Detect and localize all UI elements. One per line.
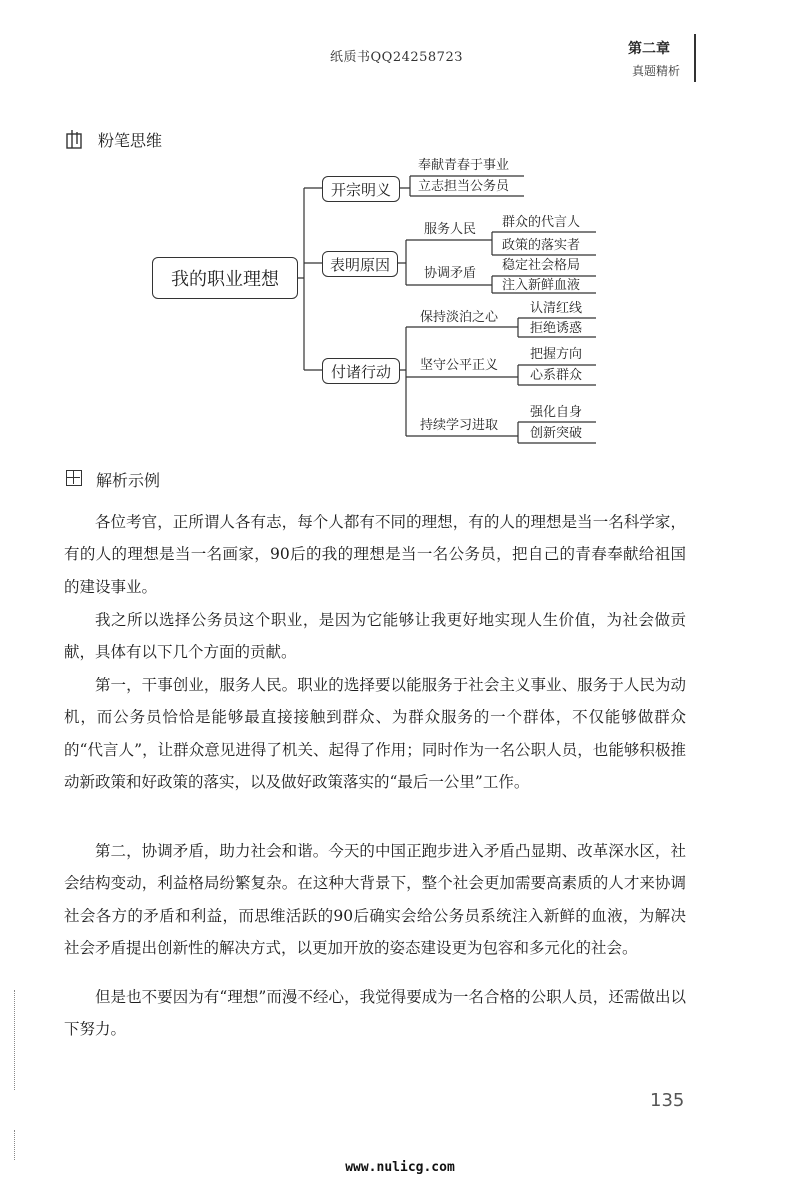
paragraph-5: 但是也不要因为有“理想”而漫不经心，我觉得要成为一名合格的公职人员，还需做出以下努力。 (64, 988, 686, 1039)
page-number: 135 (650, 1090, 685, 1111)
paragraph-3: 第一，干事创业，服务人民。职业的选择要以能服务于社会主义事业、服务于人民为动机，而公务员恰恰是能够最直接接触到群众、为群众服务的一个群体，不仅能够做群众的“代言人”，让群众意见进得了机关、起得了作用；同时作为一名公职人员，也能够积极推动新政策和好政策的落实，以及做好政策落实的“最后一公里”工作。 (64, 676, 686, 791)
paragraph-2: 我之所以选择公务员这个职业，是因为它能够让我更好地实现人生价值，为社会做贡献，具体有以下几个方面的贡献。 (64, 611, 686, 662)
branch-node-3: 付诸行动 (322, 358, 400, 384)
section-title-analysis: 解析示例 (96, 471, 161, 490)
mindmap-root: 我的职业理想 (152, 257, 298, 299)
leaf-label: 心系群众 (530, 368, 583, 383)
leaf-label: 创新突破 (530, 426, 583, 441)
scan-margin-dots (14, 990, 16, 1090)
leaf-label: 认清红线 (530, 301, 583, 316)
paragraph-1: 各位考官，正所谓人各有志，每个人都有不同的理想，有的人的理想是当一名科学家，有的人的理想是当一名画家，90后的我的理想是当一名公务员，把自己的青春奉献给祖国的建设事业。 (64, 513, 686, 596)
scan-margin-dots (14, 1130, 16, 1160)
leaf-label: 稳定社会格局 (502, 258, 581, 273)
branch-node-2: 表明原因 (322, 251, 398, 277)
leaf-label: 拒绝诱惑 (530, 321, 583, 336)
analysis-grid-icon (66, 470, 82, 486)
sub-branch-label: 坚守公平正义 (420, 358, 499, 373)
leaf-label: 强化自身 (530, 405, 583, 420)
sub-branch-label: 保持淡泊之心 (420, 310, 499, 325)
sub-branch-label: 协调矛盾 (424, 266, 477, 281)
mindmap-connectors (0, 0, 800, 460)
branch-node-1: 开宗明义 (322, 176, 400, 202)
sub-branch-label: 持续学习进取 (420, 418, 499, 433)
chapter-title: 第二章 (628, 41, 670, 57)
leaf-label: 立志担当公务员 (418, 179, 510, 194)
leaf-label: 把握方向 (530, 347, 583, 362)
leaf-label: 注入新鲜血液 (502, 278, 581, 293)
footer-watermark: www.nulicg.com (345, 1160, 455, 1175)
leaf-label: 政策的落实者 (502, 238, 581, 253)
header-source-text: 纸质书QQ2425872З (330, 50, 463, 65)
paragraph-4: 第二，协调矛盾，助力社会和谐。今天的中国正跑步进入矛盾凸显期、改革深水区，社会结构变动，利益格局纷繁复杂。在这种大背景下，整个社会更加需要高素质的人才来协调社会各方的矛盾和利益，而思维活跃的90后确实会给公务员系统注入新鲜的血液，为解决社会矛盾提出创新性的解决方式，以更加开放的姿态建设更为包容和多元化的社会。 (64, 842, 686, 957)
section-title-mindmap: 粉笔思维 (98, 131, 163, 150)
leaf-label: 群众的代言人 (502, 215, 581, 230)
sub-branch-label: 服务人民 (424, 222, 477, 237)
chapter-subtitle: 真题精析 (632, 64, 681, 78)
leaf-label: 奉献青春于事业 (418, 158, 510, 173)
